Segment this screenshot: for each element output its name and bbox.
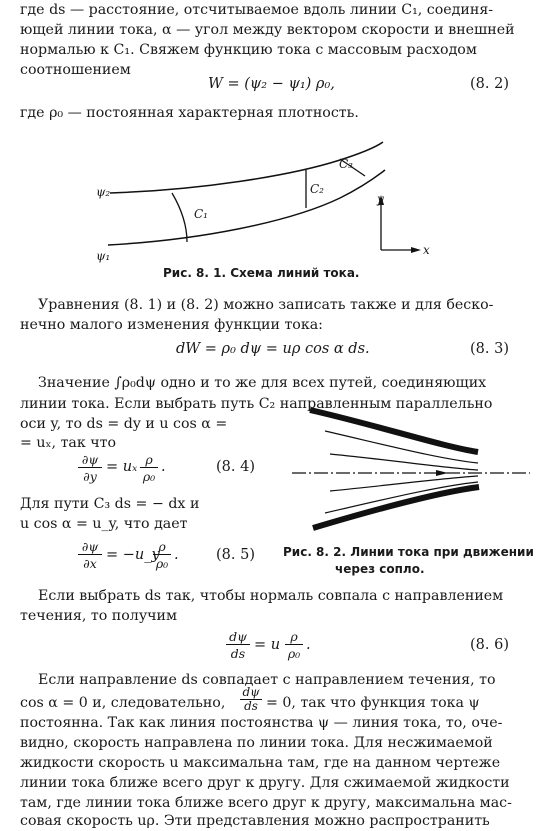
fraction-numerator: ∂ψ bbox=[78, 539, 102, 555]
text-line: нормалью к C₁. Свяжем функцию тока с массовым расходом bbox=[20, 42, 477, 58]
streamline bbox=[325, 482, 478, 513]
equation-middle: = uₓ bbox=[106, 459, 138, 475]
figure-caption: Рис. 8. 1. Схема линий тока. bbox=[163, 266, 360, 280]
equation-number: (8. 4) bbox=[216, 459, 255, 475]
equation-tail: . bbox=[161, 459, 166, 475]
text-line: совая скорость uρ. Эти представления можно распространить bbox=[20, 813, 490, 829]
figure-caption: через сопло. bbox=[335, 562, 425, 576]
text-line: нечно малого изменения функции тока: bbox=[20, 317, 323, 333]
fraction-numerator: dψ bbox=[240, 686, 262, 700]
fraction-denominator: ds bbox=[244, 699, 258, 713]
text-line: там, где линии тока ближе всего друг к другу, максимальна мас- bbox=[20, 795, 512, 811]
text-line: Уравнения (8. 1) и (8. 2) можно записать также и для беско- bbox=[38, 297, 494, 313]
equation-8-3: dW = ρ₀ dψ = uρ cos α ds. bbox=[176, 341, 370, 357]
fraction-denominator: ρ₀ bbox=[287, 646, 301, 661]
equation-number: (8. 6) bbox=[470, 637, 509, 653]
fraction-denominator: ρ₀ bbox=[142, 469, 156, 484]
text-line: где ds — расстояние, отсчитываемое вдоль линии C₁, соединя- bbox=[20, 2, 494, 18]
text-line: где ρ₀ — постоянная характерная плотность. bbox=[20, 105, 359, 121]
fraction-numerator: ρ bbox=[140, 452, 158, 468]
text-line: u cos α = u_y, что дает bbox=[20, 516, 188, 532]
equation-number: (8. 2) bbox=[470, 76, 509, 92]
text-line: линии тока ближе всего друг к другу. Для сжимаемой жидкости bbox=[20, 775, 510, 791]
fraction-denominator: ∂x bbox=[83, 556, 97, 571]
equation-tail: . bbox=[306, 637, 311, 653]
figure-caption: Рис. 8. 2. Линии тока при движении bbox=[283, 545, 534, 559]
text-line: оси y, то ds = dy и u cos α = bbox=[20, 416, 228, 432]
text-line: жидкости скорость u максимальна там, где на данном чертеже bbox=[20, 755, 501, 771]
fraction-numerator: dψ bbox=[226, 629, 250, 645]
label-c2: C₂ bbox=[310, 182, 324, 196]
label-x-axis: x bbox=[423, 243, 430, 257]
nozzle-wall-top bbox=[310, 410, 478, 452]
label-y-axis: y bbox=[377, 192, 384, 206]
streamline bbox=[330, 454, 478, 470]
label-psi1: ψ₁ bbox=[96, 249, 111, 263]
text-line: = 0, так что функция тока ψ bbox=[266, 695, 480, 711]
label-c3: C₃ bbox=[339, 157, 353, 171]
nozzle-wall-bottom bbox=[313, 487, 479, 528]
fraction-denominator: ∂y bbox=[83, 469, 97, 484]
fraction-denominator: ds bbox=[230, 646, 246, 661]
fraction-numerator: ∂ψ bbox=[78, 452, 102, 468]
label-c1: C₁ bbox=[194, 207, 208, 221]
text-line: ющей линии тока, α — угол между вектором скорости и внешней bbox=[20, 22, 515, 38]
flow-arrow bbox=[436, 470, 448, 476]
text-line: линии тока. Если выбрать путь C₂ направленным параллельно bbox=[20, 396, 493, 412]
fraction-numerator: ρ bbox=[285, 629, 303, 645]
equation-number: (8. 5) bbox=[216, 547, 255, 563]
text-line: = uₓ, так что bbox=[20, 435, 117, 451]
text-line: Если направление ds совпадает с направлением течения, то bbox=[38, 672, 496, 688]
text-line: Если выбрать ds так, чтобы нормаль совпала с направлением bbox=[38, 588, 504, 604]
fraction-numerator: ρ bbox=[153, 539, 171, 555]
equation-8-2: W = (ψ₂ − ψ₁) ρ₀, bbox=[208, 76, 335, 92]
text-line: Значение ∫ρ₀dψ одно и то же для всех путей, соединяющих bbox=[38, 375, 487, 391]
text-line: соотношением bbox=[20, 62, 131, 78]
equation-middle: = −u_y bbox=[106, 547, 160, 563]
equation-tail: . bbox=[174, 547, 179, 563]
text-line: течения, то получим bbox=[20, 608, 178, 624]
text-line: cos α = 0 и, следовательно, bbox=[20, 695, 226, 711]
equation-number: (8. 3) bbox=[470, 341, 509, 357]
fraction-denominator: ρ₀ bbox=[155, 556, 169, 571]
text-line: постоянна. Так как линия постоянства ψ — линия тока, то, оче- bbox=[20, 715, 503, 731]
text-line: Для пути C₃ ds = − dx и bbox=[20, 496, 200, 512]
equation-middle: = u bbox=[254, 637, 281, 653]
text-line: видно, скорость направлена по линии тока. Для несжимаемой bbox=[20, 735, 493, 751]
label-psi2: ψ₂ bbox=[96, 185, 111, 199]
